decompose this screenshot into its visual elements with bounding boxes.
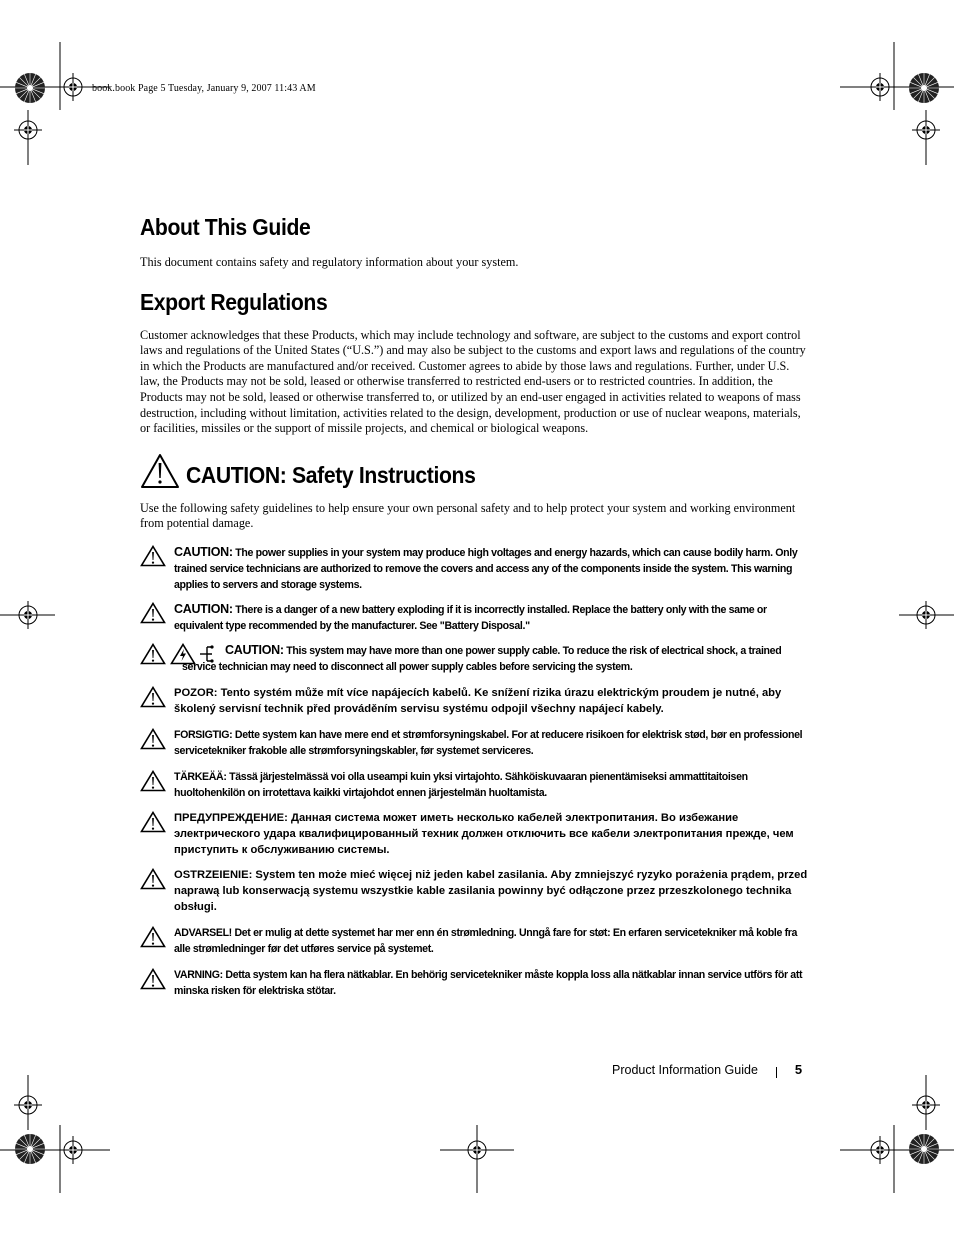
warning-triangle-icon <box>140 770 166 792</box>
notice-text: The power supplies in your system may produce high voltages and energy hazards, which can cause bodily harm. Only trained service technicians are authorized to remove the covers and access any of the components inside the system. This warning applies to servers and storage systems. <box>174 547 798 591</box>
page-footer <box>612 1062 802 1077</box>
about-text: This document contains safety and regulatory information about your system. <box>140 255 519 269</box>
notice-caution-power <box>140 545 812 593</box>
warning-triangle-icon <box>140 868 166 890</box>
notice-text: Det er mulig at dette systemet har mer enn én strømledning. Unngå fare for støt: En erfaren servicetekniker må koble fra alle strømledninger før det utføres service på systemet. <box>174 927 798 955</box>
safety-title: CAUTION: Safety Instructions <box>186 461 476 488</box>
notice-label: CAUTION: <box>225 643 284 657</box>
notice-varning <box>140 968 812 1000</box>
footer-separator <box>776 1067 777 1078</box>
warning-triangle-icon <box>140 811 166 833</box>
notice-label: CAUTION: <box>174 602 233 616</box>
notice-label: FORSIGTIG: <box>174 729 233 741</box>
notice-label: VARNING: <box>174 969 223 981</box>
warning-triangle-icon <box>140 453 180 489</box>
safety-heading <box>140 453 812 489</box>
notice-label: TÄRKEÄÄ: <box>174 771 227 783</box>
notice-tarkeaa <box>140 770 812 802</box>
notice-pozor <box>140 686 812 718</box>
notice-text: Tässä järjestelmässä voi olla useampi kuin yksi virtajohto. Sähköiskuvaaran pienentämiseksi ammattitaitoisen huoltohenkilön on irrotettava kaikki virtajohdot ennen järjestelmän huoltamista. <box>174 771 748 799</box>
notice-label: OSTRZEIENIE: <box>174 869 253 881</box>
notice-caution-battery <box>140 602 812 635</box>
notice-text: This system may have more than one power supply cable. To reduce the risk of electrical shock, a trained service technician may need to disconnect all power supply cables before servicing the system. <box>182 645 782 673</box>
notice-caution-cables <box>140 643 812 676</box>
safety-intro: Use the following safety guidelines to help ensure your own personal safety and to help protect your system and working environment from potential damage. <box>140 500 796 531</box>
notice-text: Detta system kan ha flera nätkablar. En behörig servicetekniker måste koppla loss alla nätkablar innan service utförs för att minska risken för elektriska stötar. <box>174 969 803 997</box>
main-content <box>140 214 812 532</box>
notice-label: CAUTION: <box>174 545 233 559</box>
notice-ostrzeienie <box>140 868 812 915</box>
export-title: Export Regulations <box>140 288 328 315</box>
notice-text: Dette system kan have mere end et strømforsyningskabel. For at reducere risikoen for elektrisk stød, bør en professionel servicetekniker frakoble alle strømforsyningskabler, før systemet serviceres. <box>174 729 803 757</box>
page-number: 5 <box>794 1062 803 1077</box>
about-title: About This Guide <box>140 214 311 240</box>
warning-triangle-icon <box>140 602 166 624</box>
footer-guide-name: Product Information Guide <box>612 1062 758 1077</box>
notice-text: Данная система может иметь несколько кабелей электропитания. Во избежание электрического удара квалифицированный техник должен отключить все кабели электропитания прежде, чем приступить к обслуживанию системы. <box>174 812 794 856</box>
notice-forsigtig <box>140 728 812 760</box>
notice-text: Tento systém může mít více napájecích kabelů. Ke snížení rizika úrazu elektrickým proudem je nutné, aby školený servisní technik před prováděním servisu systému odpojil všechny napájecí kabely. <box>174 687 782 715</box>
warning-triangle-icon <box>140 926 166 948</box>
warning-triangle-icon <box>140 686 166 708</box>
warning-triangle-icon <box>140 643 166 665</box>
notice-label: ADVARSEL! <box>174 927 232 939</box>
warning-triangle-icon <box>140 545 166 567</box>
notice-label: ПРЕДУПРЕЖДЕНИЕ: <box>174 812 288 824</box>
warning-triangle-icon <box>140 728 166 750</box>
warning-triangle-icon <box>140 968 166 990</box>
export-text: Customer acknowledges that these Products, which may include technology and software, are subject to the customs and export control laws and regulations of the United States (“U.S.”) and may also be subject to the customs and export laws and regulations of the country in which the Products are manufactured and/or received. Customer agrees to abide by those laws and regulations. Further, under U.S. law, the Products may not be sold, leased or otherwise transferred to restricted end-users or to restricted countries. In addition, the Products may not be sold, leased or otherwise transferred to, or utilized by an end-user engaged in activities related to weapons of mass destruction, including without limitation, activities related to the design, development, production or use of nuclear weapons, materials, or facilities, missiles or the support of missile projects, and chemical or biological weapons. <box>140 327 806 436</box>
print-header: book.book Page 5 Tuesday, January 9, 2007 11:43 AM <box>92 83 316 94</box>
notice-preduprezhdenie <box>140 811 812 858</box>
notice-text: System ten może mieć więcej niż jeden kabel zasilania. Aby zmniejszyć ryzyko porażenia prądem, przed naprawą lub konserwacją systemu wszystkie kable zasilania powinny być odłączone przez przeszkolonego technika obsługi. <box>174 869 808 913</box>
notice-text: There is a danger of a new battery exploding if it is incorrectly installed. Replace the battery only with the same or equivalent type recommended by the manufacturer. See "Battery Disposal." <box>174 604 767 632</box>
notice-advarsel <box>140 926 812 958</box>
notice-label: POZOR: <box>174 687 218 699</box>
